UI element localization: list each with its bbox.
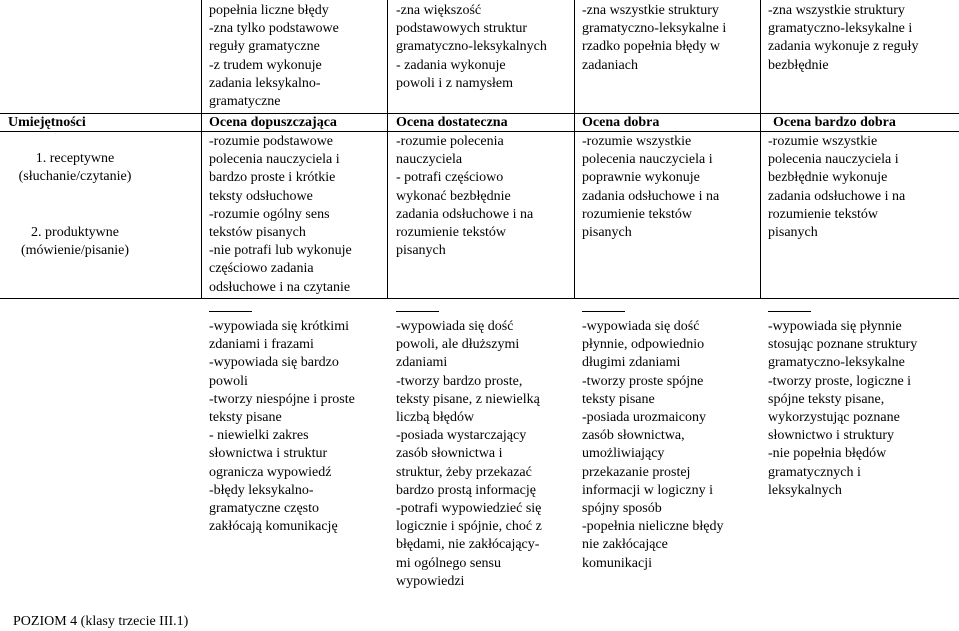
skills-header: Umiejętności	[8, 115, 86, 130]
grade-header-4: Ocena bardzo dobra	[773, 115, 896, 130]
productive-cell-2: -wypowiada się dość powoli, ale dłuższymi zdaniami -tworzy bardzo proste, teksty pisane, z niewielką liczbą błędów -posiada wystarczający zasób słownictwa i struktur, żeby przekazać bardzo prostą informację -potrafi wypowiedzieć się logicznie i spójnie, choć z błędami, nie zakłócający- mi ogólnego sensu wypowiedzi	[396, 319, 542, 589]
top-row-cell-2: -zna większość podstawowych struktur gramatyczno-leksykalnych - zadania wykonuje powoli i z namysłem	[396, 3, 547, 91]
level-label: POZIOM 4 (klasy trzecie III.1)	[13, 614, 189, 629]
top-row-cell-1: popełnia liczne błędy -zna tylko podstawowe reguły gramatyczne -z trudem wykonuje zadania leksykalno- gramatyczne	[209, 3, 339, 110]
grid-line	[574, 0, 575, 298]
grade-header-2: Ocena dostateczna	[396, 115, 508, 130]
productive-cell-1: -wypowiada się krótkimi zdaniami i frazami -wypowiada się bardzo powoli -tworzy niespójne i proste teksty pisane - niewielki zakres słownictwa i struktur ogranicza wypowiedź -błędy leksykalno- gramatyczne często zakłócają komunikację	[209, 319, 355, 535]
top-row-cell-3: -zna wszystkie struktury gramatyczno-leksykalne i rzadko popełnia błędy w zadaniach	[582, 3, 727, 73]
productive-cell-3: -wypowiada się dość płynnie, odpowiednio długimi zdaniami -tworzy proste spójne teksty pisane -posiada urozmaicony zasób słownictwa, umożliwiający przekazanie prostej informacji w logiczny i spójny sposób -popełnia nieliczne błędy nie zakłócające komunikacji	[582, 319, 724, 571]
grade-header-3: Ocena dobra	[582, 115, 660, 130]
receptive-cell-2: -rozumie polecenia nauczyciela - potrafi częściowo wykonać bezbłędnie zadania odsłuchowe i na rozumienie tekstów pisanych	[396, 134, 534, 259]
grid-line	[760, 0, 761, 298]
grade-header-1: Ocena dopuszczająca	[209, 115, 337, 130]
separator-dash	[209, 311, 252, 312]
separator-dash	[768, 311, 811, 312]
grid-line	[201, 0, 202, 298]
grid-line	[387, 0, 388, 298]
skill-productive: 2. produktywne (mówienie/pisanie)	[20, 225, 130, 259]
separator-dash	[582, 311, 625, 312]
separator-dash	[396, 311, 439, 312]
receptive-cell-4: -rozumie wszystkie polecenia nauczyciela i bezbłędnie wykonuje zadania odsłuchowe i na rozumienie tekstów pisanych	[768, 134, 906, 241]
skill-receptive: 1. receptywne (słuchanie/czytanie)	[18, 151, 132, 185]
top-row-cell-4: -zna wszystkie struktury gramatyczno-leksykalne i zadania wykonuje z reguły bezbłędnie	[768, 3, 919, 73]
productive-cell-4: -wypowiada się płynnie stosując poznane struktury gramatyczno-leksykalne -tworzy proste, logiczne i spójne teksty pisane, wykorzystując poznane słownictwo i struktury -nie popełnia błędów gramatycznych i leksykalnych	[768, 319, 918, 498]
grid-line	[0, 298, 959, 299]
receptive-cell-1: -rozumie podstawowe polecenia nauczyciela i bardzo proste i krótkie teksty odsłuchowe -rozumie ogólny sens tekstów pisanych -nie potrafi lub wykonuje częściowo zadania odsłuchowe i na czytanie	[209, 134, 352, 295]
receptive-cell-3: -rozumie wszystkie polecenia nauczyciela i poprawnie wykonuje zadania odsłuchowe i na rozumienie tekstów pisanych	[582, 134, 720, 241]
